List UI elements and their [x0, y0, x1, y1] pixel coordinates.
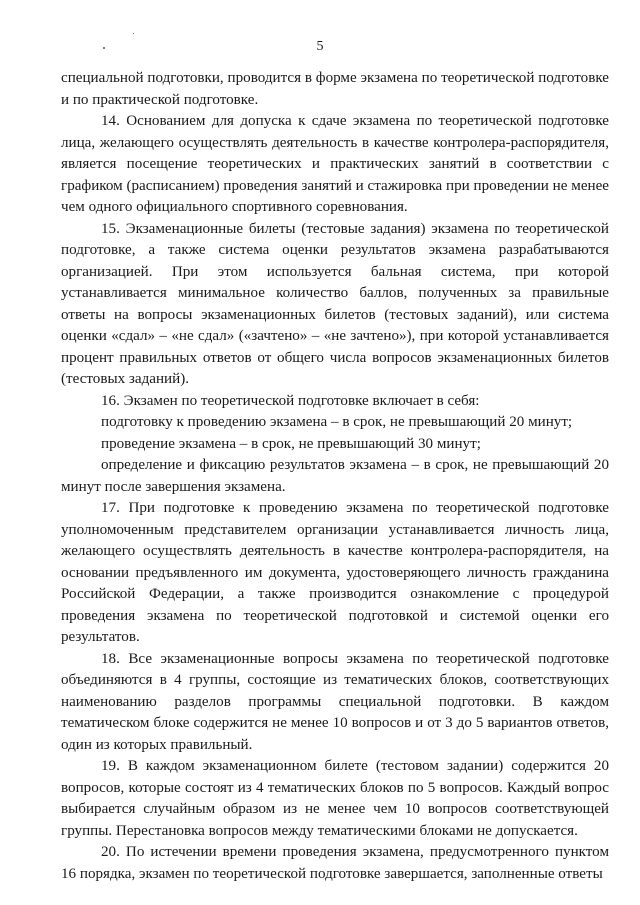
- paragraph-16-item-1: подготовку к проведению экзамена – в срок, не превышающий 20 минут;: [101, 414, 573, 430]
- paragraph-20: 20. По истечении времени проведения экзамена, предусмотренного пунктом 16 порядка, экзамен по теоретической подготовке завершается, заполненные ответы: [61, 844, 609, 882]
- paragraph-continuation: специальной подготовки, проводится в форме экзамена по теоретической подготовке и по практической подготовке.: [61, 70, 609, 108]
- paragraph-16-item-2: проведение экзамена – в срок, не превышающий 30 минут;: [101, 435, 481, 452]
- paragraph-16-item-3: определение и фиксацию результатов экзамена – в срок, не превышающий 20 минут после завершения экзамена.: [61, 457, 609, 495]
- paragraph-17: 17. При подготовке к проведению экзамена по теоретической подготовке уполномоченным представителем организации устанавливается личность лица, желающего осуществлять деятельность в качестве контролера-распорядителя, на основании предъявленного им документа, удостоверяющего личность гражданина Российской Федерации, а также производится ознакомление с процедурой проведения экзамена по теоретической подготовкой и системой оценки его результатов.: [61, 500, 609, 645]
- paragraph-19: 19. В каждом экзаменационном билете (тестовом задании) содержится 20 вопросов, которые состоят из 4 тематических блоков по 5 вопросов. Каждый вопрос выбирается случайным образом из не менее чем 10 вопросов соответствующей группы. Перестановка вопросов между тематическими блоками не допускается.: [61, 758, 609, 839]
- paragraph-16: 16. Экзамен по теоретической подготовке включает в себя:: [101, 392, 480, 409]
- paragraph-18: 18. Все экзаменационные вопросы экзамена по теоретической подготовке объединяются в 4 группы, состоящие из тематических блоков, соответствующих наименованию разделов программы специальной подготовки. В каждом тематическом блоке содержится не менее 10 вопросов и от 3 до 5 вариантов ответов, один из которых правильный.: [61, 650, 609, 753]
- page-number: 5: [316, 39, 324, 54]
- document-body: [61, 68, 609, 885]
- paragraph-15: 15. Экзаменационные билеты (тестовые задания) экзамена по теоретической подготовке, а также система оценки результатов экзамена разрабатываются организацией. При этом используется бальная система, при которой устанавливается минимальное количество баллов, полученных за правильные ответы на вопросы экзаменационных билетов (тестовых заданий), или система оценки «сдал» – «не сдал» («зачтено» – «не зачтено»), при которой устанавливается процент правильных ответов от общего числа вопросов экзаменационных билетов (тестовых заданий).: [61, 220, 609, 387]
- scan-speck: [133, 33, 134, 34]
- paragraph-14: 14. Основанием для допуска к сдаче экзамена по теоретической подготовке лица, желающего осуществлять деятельность в качестве контролера-распорядителя, является посещение теоретических и практических занятий в соответствии с графиком (расписанием) проведения занятий и стажировка при проведении не менее чем одного официального спортивного соревнования.: [61, 113, 609, 215]
